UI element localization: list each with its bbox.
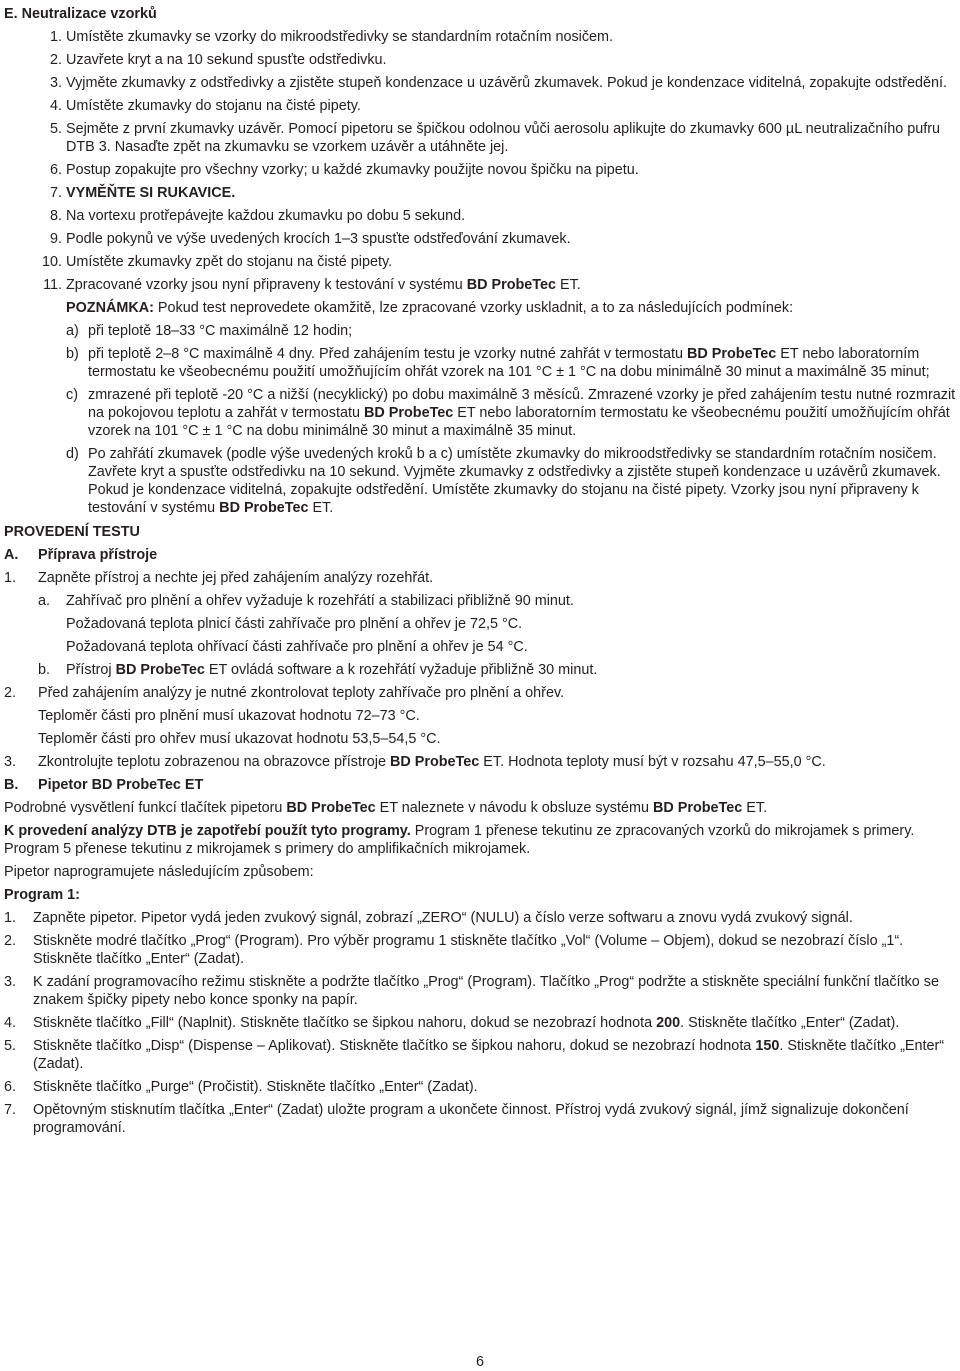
list-item bbox=[4, 684, 958, 702]
list-item bbox=[4, 1101, 958, 1137]
section-e-heading: E. Neutralizace vzorků bbox=[4, 6, 157, 22]
paragraph bbox=[4, 799, 958, 817]
paragraph-text: ET. bbox=[742, 800, 768, 816]
list-item bbox=[4, 909, 958, 927]
condition-text-end: ET nebo laboratorním termostatu ke všeobecnému použití umožňujícím ohřát vzorek na 101 °C ± 1 °C na dobu minimálně 30 minut a maximálně 35 minut; bbox=[88, 346, 930, 380]
list-item bbox=[4, 97, 958, 115]
list-item bbox=[4, 276, 958, 294]
sub-item bbox=[4, 661, 958, 679]
item-number: 1. bbox=[4, 910, 17, 926]
condition-label: b) bbox=[66, 346, 79, 362]
section-title: Příprava přístroje bbox=[38, 547, 158, 563]
list-item bbox=[4, 973, 958, 1009]
section-b-heading bbox=[4, 776, 958, 794]
list-item bbox=[4, 1078, 958, 1096]
brand-name: BD ProbeTec bbox=[115, 662, 205, 678]
paragraph-text: ET naleznete v návodu k obsluze systému bbox=[375, 800, 653, 816]
item-text: Zapněte přístroj a nechte jej před zahájením analýzy rozehřát. bbox=[38, 570, 434, 586]
list-item bbox=[4, 120, 958, 156]
item-number: 6. bbox=[4, 1079, 17, 1095]
list-item bbox=[4, 753, 958, 771]
condition-label: a) bbox=[66, 323, 79, 339]
section-a-heading bbox=[4, 546, 958, 564]
item-text: K zadání programovacího režimu stiskněte a podržte tlačítko „Prog“ (Program). Tlačítko „Prog“ podržte a stiskněte speciální funkční tlačítko se znakem špičky pipety nebo konce sponky na papír. bbox=[33, 974, 939, 1008]
item-number: 4. bbox=[49, 98, 62, 114]
note-label: POZNÁMKA: bbox=[66, 300, 154, 316]
note-condition-b bbox=[4, 345, 958, 381]
paragraph: Pipetor naprogramujete následujícím způsobem: bbox=[4, 864, 314, 880]
list-item bbox=[4, 207, 958, 225]
item-text: Postup zopakujte pro všechny vzorky; u každé zkumavky použijte novou špičku na pipetu. bbox=[66, 162, 639, 178]
item-text: Stiskněte modré tlačítko „Prog“ (Program). Pro výběr programu 1 stiskněte tlačítko „Vol“ (Volume – Objem), dokud se nezobrazí číslo „1“. Stiskněte tlačítko „Enter“ (Zadat). bbox=[33, 933, 904, 967]
section-label: A. bbox=[4, 547, 19, 563]
item-number: 5. bbox=[49, 121, 62, 137]
item-number: 7. bbox=[49, 185, 62, 201]
item-text: Zpracované vzorky jsou nyní připraveny k testování v systému bbox=[66, 277, 467, 293]
list-item bbox=[4, 28, 958, 46]
item-text: VYMĚŇTE SI RUKAVICE. bbox=[66, 185, 236, 201]
item-number: 3. bbox=[49, 75, 62, 91]
document-page bbox=[4, 5, 958, 1142]
paragraph-text: Podrobné vysvětlení funkcí tlačítek pipetoru bbox=[4, 800, 287, 816]
brand-name: BD ProbeTec bbox=[389, 754, 480, 770]
value: 200 bbox=[656, 1015, 681, 1031]
item-text: Umístěte zkumavky se vzorky do mikroodstředivky se standardním rotačním nosičem. bbox=[66, 29, 614, 45]
brand-name: BD ProbeTec bbox=[652, 800, 743, 816]
item-text-end: ET. bbox=[556, 277, 581, 293]
program-heading: Program 1: bbox=[4, 887, 80, 903]
info-line: Požadovaná teplota plnicí části zahřívače pro plnění a ohřev je 72,5 °C. bbox=[66, 616, 523, 632]
sub-item-text: Přístroj bbox=[66, 662, 116, 678]
list-item bbox=[4, 932, 958, 968]
sub-item-text-end: ET ovládá software a k rozehřátí vyžaduje přibližně 30 minut. bbox=[204, 662, 598, 678]
condition-text-end: ET nebo laboratorním termostatu ke všeobecnému použití umožňujícím ohřát vzorek na 101 °C ± 1 °C na dobu minimálně 30 minut a maximálně 35 minut. bbox=[88, 405, 950, 439]
brand-name: BD ProbeTec bbox=[687, 346, 777, 362]
item-number: 3. bbox=[4, 754, 17, 770]
list-item bbox=[4, 569, 958, 587]
section-label: B. bbox=[4, 777, 19, 793]
sub-item-label: b. bbox=[38, 662, 51, 678]
item-number: 5. bbox=[4, 1038, 17, 1054]
item-text: Podle pokynů ve výše uvedených krocích 1–3 spusťte odstřeďování zkumavek. bbox=[66, 231, 571, 247]
condition-text: Po zahřátí zkumavek (podle výše uvedených kroků b a c) umístěte zkumavky do mikroodstředivky se standardním rotačním nosičem. Zavřete kryt a spusťte odstředivku na 10 sekund. Vyjměte zkumavky z odstředivky a zjistěte stupeň kondenzace u uzávěrů zkumavek. Pokud je kondenzace viditelná, zopakujte odstředění. Umístěte zkumavky do stojanu na čisté pipety. Vzorky jsou nyní připraveny k testování v systému bbox=[88, 446, 941, 516]
list-item bbox=[4, 1014, 958, 1032]
item-text: Uzavřete kryt a na 10 sekund spusťte odstředivku. bbox=[66, 52, 387, 68]
item-number: 1. bbox=[49, 29, 62, 45]
condition-label: d) bbox=[66, 446, 79, 462]
list-item bbox=[4, 230, 958, 248]
item-text-end: . Stiskněte tlačítko „Enter“ (Zadat). bbox=[33, 1038, 945, 1072]
item-text: Na vortexu protřepávejte každou zkumavku po dobu 5 sekund. bbox=[66, 208, 466, 224]
sub-item-text: Zahřívač pro plnění a ohřev vyžaduje k rozehřátí a stabilizaci přibližně 90 minut. bbox=[66, 593, 574, 609]
item-text: Před zahájením analýzy je nutné zkontrolovat teploty zahřívače pro plnění a ohřev. bbox=[38, 685, 565, 701]
item-number: 6. bbox=[49, 162, 62, 178]
condition-label: c) bbox=[66, 387, 78, 403]
item-number: 7. bbox=[4, 1102, 17, 1118]
info-line: Teploměr části pro ohřev musí ukazovat hodnotu 53,5–54,5 °C. bbox=[38, 731, 441, 747]
item-text: Zkontrolujte teplotu zobrazenou na obrazovce přístroje bbox=[38, 754, 390, 770]
list-item bbox=[4, 184, 958, 202]
item-number: 2. bbox=[49, 52, 62, 68]
brand-name: BD ProbeTec bbox=[219, 500, 309, 516]
item-text: Sejměte z první zkumavky uzávěr. Pomocí pipetoru se špičkou odolnou vůči aerosolu aplikujte do zkumavky 600 µL neutralizačního pufru DTB 3. Nasaďte zpět na zkumavku se vzorkem uzávěr a utáhněte jej. bbox=[66, 121, 941, 155]
list-item bbox=[4, 74, 958, 92]
sub-item-label: a. bbox=[38, 593, 51, 609]
item-number: 9. bbox=[49, 231, 62, 247]
item-text: Zapněte pipetor. Pipetor vydá jeden zvukový signál, zobrazí „ZERO“ (NULU) a číslo verze softwaru a znovu vydá zvukový signál. bbox=[33, 910, 853, 926]
list-item bbox=[4, 1037, 958, 1073]
item-text: Opětovným stisknutím tlačítka „Enter“ (Zadat) uložte program a ukončete činnost. Přístroj vydá zvukový signál, jímž signalizuje dokončení programování. bbox=[33, 1102, 909, 1136]
item-text-end: ET. Hodnota teploty musí být v rozsahu 47,5–55,0 °C. bbox=[479, 754, 826, 770]
brand-name: BD ProbeTec bbox=[466, 277, 557, 293]
info-line: Teploměr části pro plnění musí ukazovat hodnotu 72–73 °C. bbox=[38, 708, 420, 724]
note-paragraph bbox=[4, 299, 958, 317]
item-number: 11. bbox=[43, 277, 62, 293]
list-item bbox=[4, 161, 958, 179]
item-text: Stiskněte tlačítko „Disp“ (Dispense – Aplikovat). Stiskněte tlačítko se šipkou nahoru, dokud se nezobrazí hodnota bbox=[33, 1038, 756, 1054]
paragraph-text: Program 1 přenese tekutinu ze zpracovaných vzorků do mikrojamek s primery. Program 5 přenese tekutinu z mikrojamek s primery do amplifikačních mikrojamek. bbox=[4, 823, 915, 857]
brand-name: BD ProbeTec bbox=[286, 800, 376, 816]
note-condition-d bbox=[4, 445, 958, 517]
item-text: Umístěte zkumavky zpět do stojanu na čisté pipety. bbox=[66, 254, 393, 270]
sub-item bbox=[4, 592, 958, 610]
section-title: Pipetor BD ProbeTec ET bbox=[38, 777, 204, 793]
item-number: 3. bbox=[4, 974, 17, 990]
item-text: Stiskněte tlačítko „Fill“ (Naplnit). Stiskněte tlačítko se šipkou nahoru, dokud se nezobrazí hodnota bbox=[33, 1015, 657, 1031]
page-number: 6 bbox=[475, 1354, 484, 1370]
condition-text: zmrazené při teplotě -20 °C a nižší (necyklický) po dobu maximálně 3 měsíců. Zmrazené vzorky je před zahájením testu nutné rozmrazit na pokojovou teplotu a zahřát v termostatu bbox=[88, 387, 956, 421]
item-number: 8. bbox=[49, 208, 62, 224]
item-text-end: . Stiskněte tlačítko „Enter“ (Zadat). bbox=[680, 1015, 900, 1031]
list-item bbox=[4, 51, 958, 69]
condition-text: při teplotě 18–33 °C maximálně 12 hodin; bbox=[88, 323, 353, 339]
item-text: Vyjměte zkumavky z odstředivky a zjistěte stupeň kondenzace u uzávěrů zkumavek. Pokud je kondenzace viditelná, zopakujte odstředění. bbox=[66, 75, 947, 91]
item-number: 10. bbox=[41, 254, 62, 270]
item-number: 4. bbox=[4, 1015, 17, 1031]
item-number: 2. bbox=[4, 933, 17, 949]
info-line: Požadovaná teplota ohřívací části zahřívače pro plnění a ohřev je 54 °C. bbox=[66, 639, 528, 655]
note-condition-c bbox=[4, 386, 958, 440]
note-condition-a bbox=[4, 322, 958, 340]
item-number: 2. bbox=[4, 685, 17, 701]
brand-name: BD ProbeTec bbox=[364, 405, 454, 421]
provedeni-heading: PROVEDENÍ TESTU bbox=[4, 524, 140, 540]
condition-text: při teplotě 2–8 °C maximálně 4 dny. Před zahájením testu je vzorky nutné zahřát v termostatu bbox=[88, 346, 687, 362]
item-text: Umístěte zkumavky do stojanu na čisté pipety. bbox=[66, 98, 361, 114]
list-item bbox=[4, 253, 958, 271]
paragraph-bold: K provedení analýzy DTB je zapotřebí použít tyto programy. bbox=[4, 823, 411, 839]
item-number: 1. bbox=[4, 570, 17, 586]
note-text: Pokud test neprovedete okamžitě, lze zpracované vzorky uskladnit, a to za následujících podmínek: bbox=[153, 300, 794, 316]
value: 150 bbox=[755, 1038, 780, 1054]
item-text: Stiskněte tlačítko „Purge“ (Pročistit). Stiskněte tlačítko „Enter“ (Zadat). bbox=[33, 1079, 478, 1095]
paragraph bbox=[4, 822, 958, 858]
condition-text-end: ET. bbox=[308, 500, 334, 516]
